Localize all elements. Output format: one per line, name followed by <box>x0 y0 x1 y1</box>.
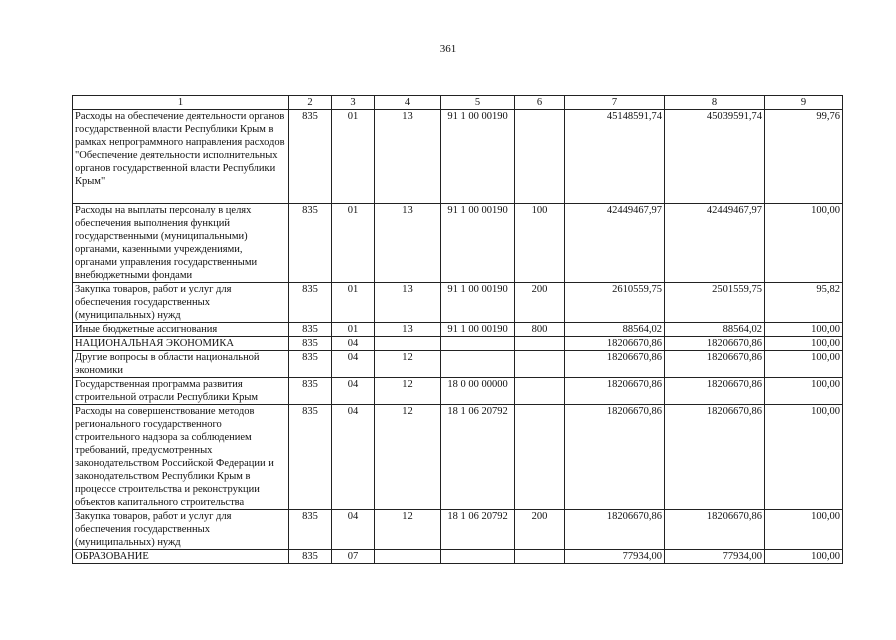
header-cell: 9 <box>765 96 843 110</box>
grbs-code: 835 <box>289 283 332 323</box>
expense-type-code: 200 <box>515 510 565 550</box>
expense-name: Расходы на совершенствование методов регионального государственного строительного надзора за соблюдением требований, предусмотренных законодательством Российской Федерации и законодательством Республики Крым в процессе строительства и реконструкции объектов капитального строительства <box>73 405 289 510</box>
expense-name: Государственная программа развития строительной отрасли Республики Крым <box>73 378 289 405</box>
grbs-code: 835 <box>289 510 332 550</box>
target-article-code: 18 1 06 20792 <box>441 405 515 510</box>
target-article-code: 91 1 00 00190 <box>441 204 515 283</box>
planned-amount: 88564,02 <box>565 323 665 337</box>
expense-name: НАЦИОНАЛЬНАЯ ЭКОНОМИКА <box>73 337 289 351</box>
actual-amount: 2501559,75 <box>665 283 765 323</box>
section-code: 01 <box>332 323 375 337</box>
table-row <box>73 323 843 337</box>
expense-name: Закупка товаров, работ и услуг для обеспечения государственных (муниципальных) нужд <box>73 510 289 550</box>
planned-amount: 45148591,74 <box>565 110 665 204</box>
planned-amount: 2610559,75 <box>565 283 665 323</box>
actual-amount: 77934,00 <box>665 550 765 564</box>
subsection-code: 13 <box>375 323 441 337</box>
subsection-code: 12 <box>375 510 441 550</box>
header-cell: 6 <box>515 96 565 110</box>
grbs-code: 835 <box>289 351 332 378</box>
section-code: 01 <box>332 110 375 204</box>
table-row <box>73 550 843 564</box>
target-article-code <box>441 550 515 564</box>
grbs-code: 835 <box>289 405 332 510</box>
actual-amount: 18206670,86 <box>665 510 765 550</box>
planned-amount: 18206670,86 <box>565 378 665 405</box>
expense-type-code <box>515 110 565 204</box>
table-row <box>73 337 843 351</box>
expense-type-code <box>515 405 565 510</box>
subsection-code <box>375 550 441 564</box>
actual-amount: 18206670,86 <box>665 405 765 510</box>
execution-percent: 100,00 <box>765 351 843 378</box>
actual-amount: 45039591,74 <box>665 110 765 204</box>
execution-percent: 100,00 <box>765 378 843 405</box>
planned-amount: 18206670,86 <box>565 405 665 510</box>
header-row <box>73 96 843 110</box>
execution-percent: 100,00 <box>765 550 843 564</box>
expense-type-code: 200 <box>515 283 565 323</box>
execution-percent: 100,00 <box>765 337 843 351</box>
table-row <box>73 283 843 323</box>
subsection-code: 13 <box>375 204 441 283</box>
section-code: 01 <box>332 283 375 323</box>
target-article-code: 18 1 06 20792 <box>441 510 515 550</box>
target-article-code: 91 1 00 00190 <box>441 323 515 337</box>
subsection-code: 13 <box>375 283 441 323</box>
header-cell: 3 <box>332 96 375 110</box>
planned-amount: 18206670,86 <box>565 510 665 550</box>
planned-amount: 18206670,86 <box>565 337 665 351</box>
execution-percent: 100,00 <box>765 405 843 510</box>
header-cell: 7 <box>565 96 665 110</box>
header-cell: 8 <box>665 96 765 110</box>
expense-name: Расходы на обеспечение деятельности органов государственной власти Республики Крым в рамках непрограммного направления расходов "Обеспечение деятельности исполнительных органов государственной власти Республики Крым" <box>73 110 289 204</box>
table-row <box>73 405 843 510</box>
execution-percent: 99,76 <box>765 110 843 204</box>
header-cell: 5 <box>441 96 515 110</box>
section-code: 04 <box>332 510 375 550</box>
expense-type-code <box>515 337 565 351</box>
subsection-code: 13 <box>375 110 441 204</box>
grbs-code: 835 <box>289 323 332 337</box>
table-row <box>73 110 843 204</box>
subsection-code: 12 <box>375 378 441 405</box>
execution-percent: 100,00 <box>765 204 843 283</box>
actual-amount: 42449467,97 <box>665 204 765 283</box>
budget-table <box>72 95 843 564</box>
planned-amount: 18206670,86 <box>565 351 665 378</box>
subsection-code <box>375 337 441 351</box>
target-article-code <box>441 337 515 351</box>
table-row <box>73 510 843 550</box>
subsection-code: 12 <box>375 405 441 510</box>
execution-percent: 95,82 <box>765 283 843 323</box>
grbs-code: 835 <box>289 110 332 204</box>
grbs-code: 835 <box>289 550 332 564</box>
grbs-code: 835 <box>289 337 332 351</box>
section-code: 01 <box>332 204 375 283</box>
grbs-code: 835 <box>289 378 332 405</box>
expense-type-code <box>515 550 565 564</box>
actual-amount: 18206670,86 <box>665 351 765 378</box>
planned-amount: 77934,00 <box>565 550 665 564</box>
expense-type-code: 800 <box>515 323 565 337</box>
header-cell: 1 <box>73 96 289 110</box>
expense-name: Другие вопросы в области национальной экономики <box>73 351 289 378</box>
actual-amount: 18206670,86 <box>665 378 765 405</box>
actual-amount: 88564,02 <box>665 323 765 337</box>
expense-name: ОБРАЗОВАНИЕ <box>73 550 289 564</box>
execution-percent: 100,00 <box>765 323 843 337</box>
section-code: 07 <box>332 550 375 564</box>
grbs-code: 835 <box>289 204 332 283</box>
target-article-code: 91 1 00 00190 <box>441 110 515 204</box>
table-row <box>73 204 843 283</box>
header-cell: 2 <box>289 96 332 110</box>
table-row <box>73 378 843 405</box>
section-code: 04 <box>332 378 375 405</box>
section-code: 04 <box>332 337 375 351</box>
target-article-code: 18 0 00 00000 <box>441 378 515 405</box>
actual-amount: 18206670,86 <box>665 337 765 351</box>
subsection-code: 12 <box>375 351 441 378</box>
target-article-code <box>441 351 515 378</box>
expense-name: Иные бюджетные ассигнования <box>73 323 289 337</box>
expense-name: Закупка товаров, работ и услуг для обеспечения государственных (муниципальных) нужд <box>73 283 289 323</box>
expense-type-code: 100 <box>515 204 565 283</box>
planned-amount: 42449467,97 <box>565 204 665 283</box>
execution-percent: 100,00 <box>765 510 843 550</box>
table-row <box>73 351 843 378</box>
page-number: 361 <box>439 43 457 55</box>
expense-name: Расходы на выплаты персоналу в целях обеспечения выполнения функций государственными (муниципальными) органами, казенными учреждениями, органами управления государственными внебюджетными фондами <box>73 204 289 283</box>
expense-type-code <box>515 378 565 405</box>
target-article-code: 91 1 00 00190 <box>441 283 515 323</box>
header-cell: 4 <box>375 96 441 110</box>
expense-type-code <box>515 351 565 378</box>
section-code: 04 <box>332 405 375 510</box>
section-code: 04 <box>332 351 375 378</box>
